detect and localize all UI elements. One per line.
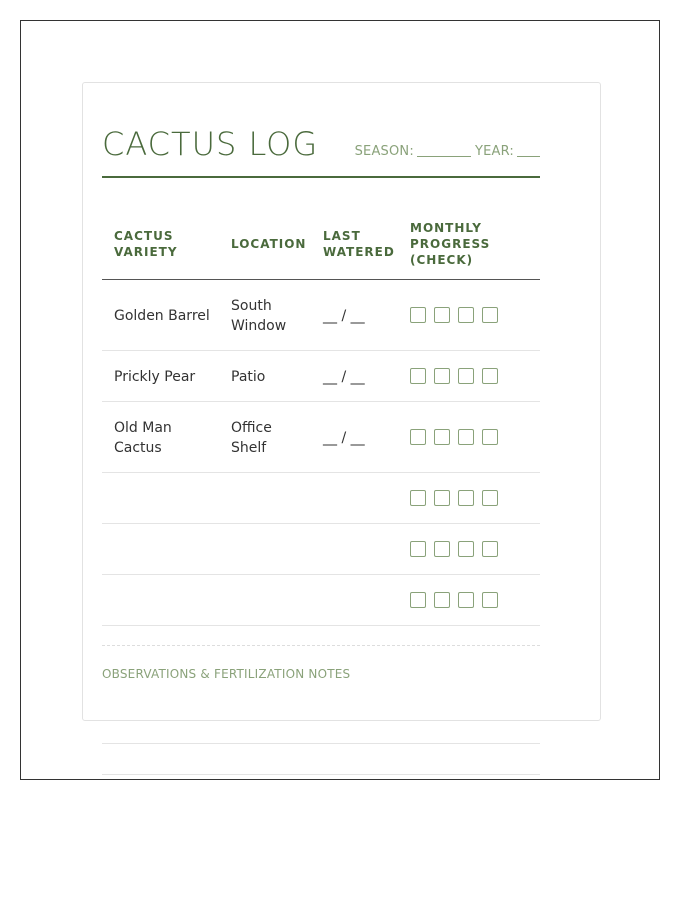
progress-checkbox[interactable] (434, 592, 450, 608)
cell-last-watered[interactable]: __ / __ (323, 430, 365, 446)
progress-checkbox[interactable] (482, 592, 498, 608)
table-row (102, 280, 540, 351)
progress-checkbox[interactable] (482, 541, 498, 557)
cell-location: Patio (231, 369, 266, 385)
cell-variety: Prickly Pear (114, 369, 196, 385)
header-monthly-progress: MONTHLY PROGRESS (CHECK) (410, 221, 491, 267)
progress-checkbox[interactable] (458, 429, 474, 445)
progress-checkbox[interactable] (458, 307, 474, 323)
progress-checkbox[interactable] (434, 307, 450, 323)
notes-line[interactable] (102, 774, 540, 775)
notes-line[interactable] (102, 743, 540, 744)
progress-checkbox[interactable] (434, 490, 450, 506)
header-location: LOCATION (231, 237, 307, 251)
cell-location: Office Shelf (231, 420, 272, 456)
progress-checkbox[interactable] (458, 541, 474, 557)
table-row (102, 575, 540, 626)
cell-variety: Golden Barrel (114, 308, 210, 324)
progress-checkbox[interactable] (410, 307, 426, 323)
cell-variety: Old Man Cactus (114, 420, 172, 456)
progress-checkbox[interactable] (482, 490, 498, 506)
progress-checkbox[interactable] (458, 490, 474, 506)
table-row (102, 402, 540, 473)
log-header (102, 124, 540, 178)
header-cactus-variety: CACTUS VARIETY (114, 229, 178, 259)
cell-location: South Window (231, 298, 287, 334)
progress-checkbox[interactable] (410, 490, 426, 506)
progress-checkbox[interactable] (410, 541, 426, 557)
table-row (102, 524, 540, 575)
progress-checkbox[interactable] (434, 541, 450, 557)
cell-last-watered[interactable]: __ / __ (323, 369, 365, 385)
progress-checkbox[interactable] (482, 307, 498, 323)
progress-checkbox[interactable] (410, 429, 426, 445)
progress-checkbox[interactable] (458, 368, 474, 384)
progress-checkbox[interactable] (434, 368, 450, 384)
year-blank[interactable] (517, 144, 540, 157)
cell-last-watered[interactable]: __ / __ (323, 308, 365, 324)
progress-checkbox[interactable] (410, 368, 426, 384)
notes-divider (102, 645, 540, 646)
progress-checkbox[interactable] (434, 429, 450, 445)
progress-checkbox[interactable] (458, 592, 474, 608)
table-row (102, 351, 540, 402)
season-blank[interactable] (417, 144, 471, 157)
notes-label: OBSERVATIONS & FERTILIZATION NOTES (102, 667, 351, 681)
progress-checkbox[interactable] (482, 368, 498, 384)
season-year-fields (355, 144, 540, 159)
table-row (102, 473, 540, 524)
progress-checkbox[interactable] (482, 429, 498, 445)
header-last-watered: LAST WATERED (323, 229, 395, 259)
log-title: CACTUS LOG (102, 125, 319, 163)
table-header (102, 196, 540, 280)
year-label: YEAR: (474, 144, 514, 159)
season-label: SEASON: (354, 144, 414, 159)
progress-checkbox[interactable] (410, 592, 426, 608)
